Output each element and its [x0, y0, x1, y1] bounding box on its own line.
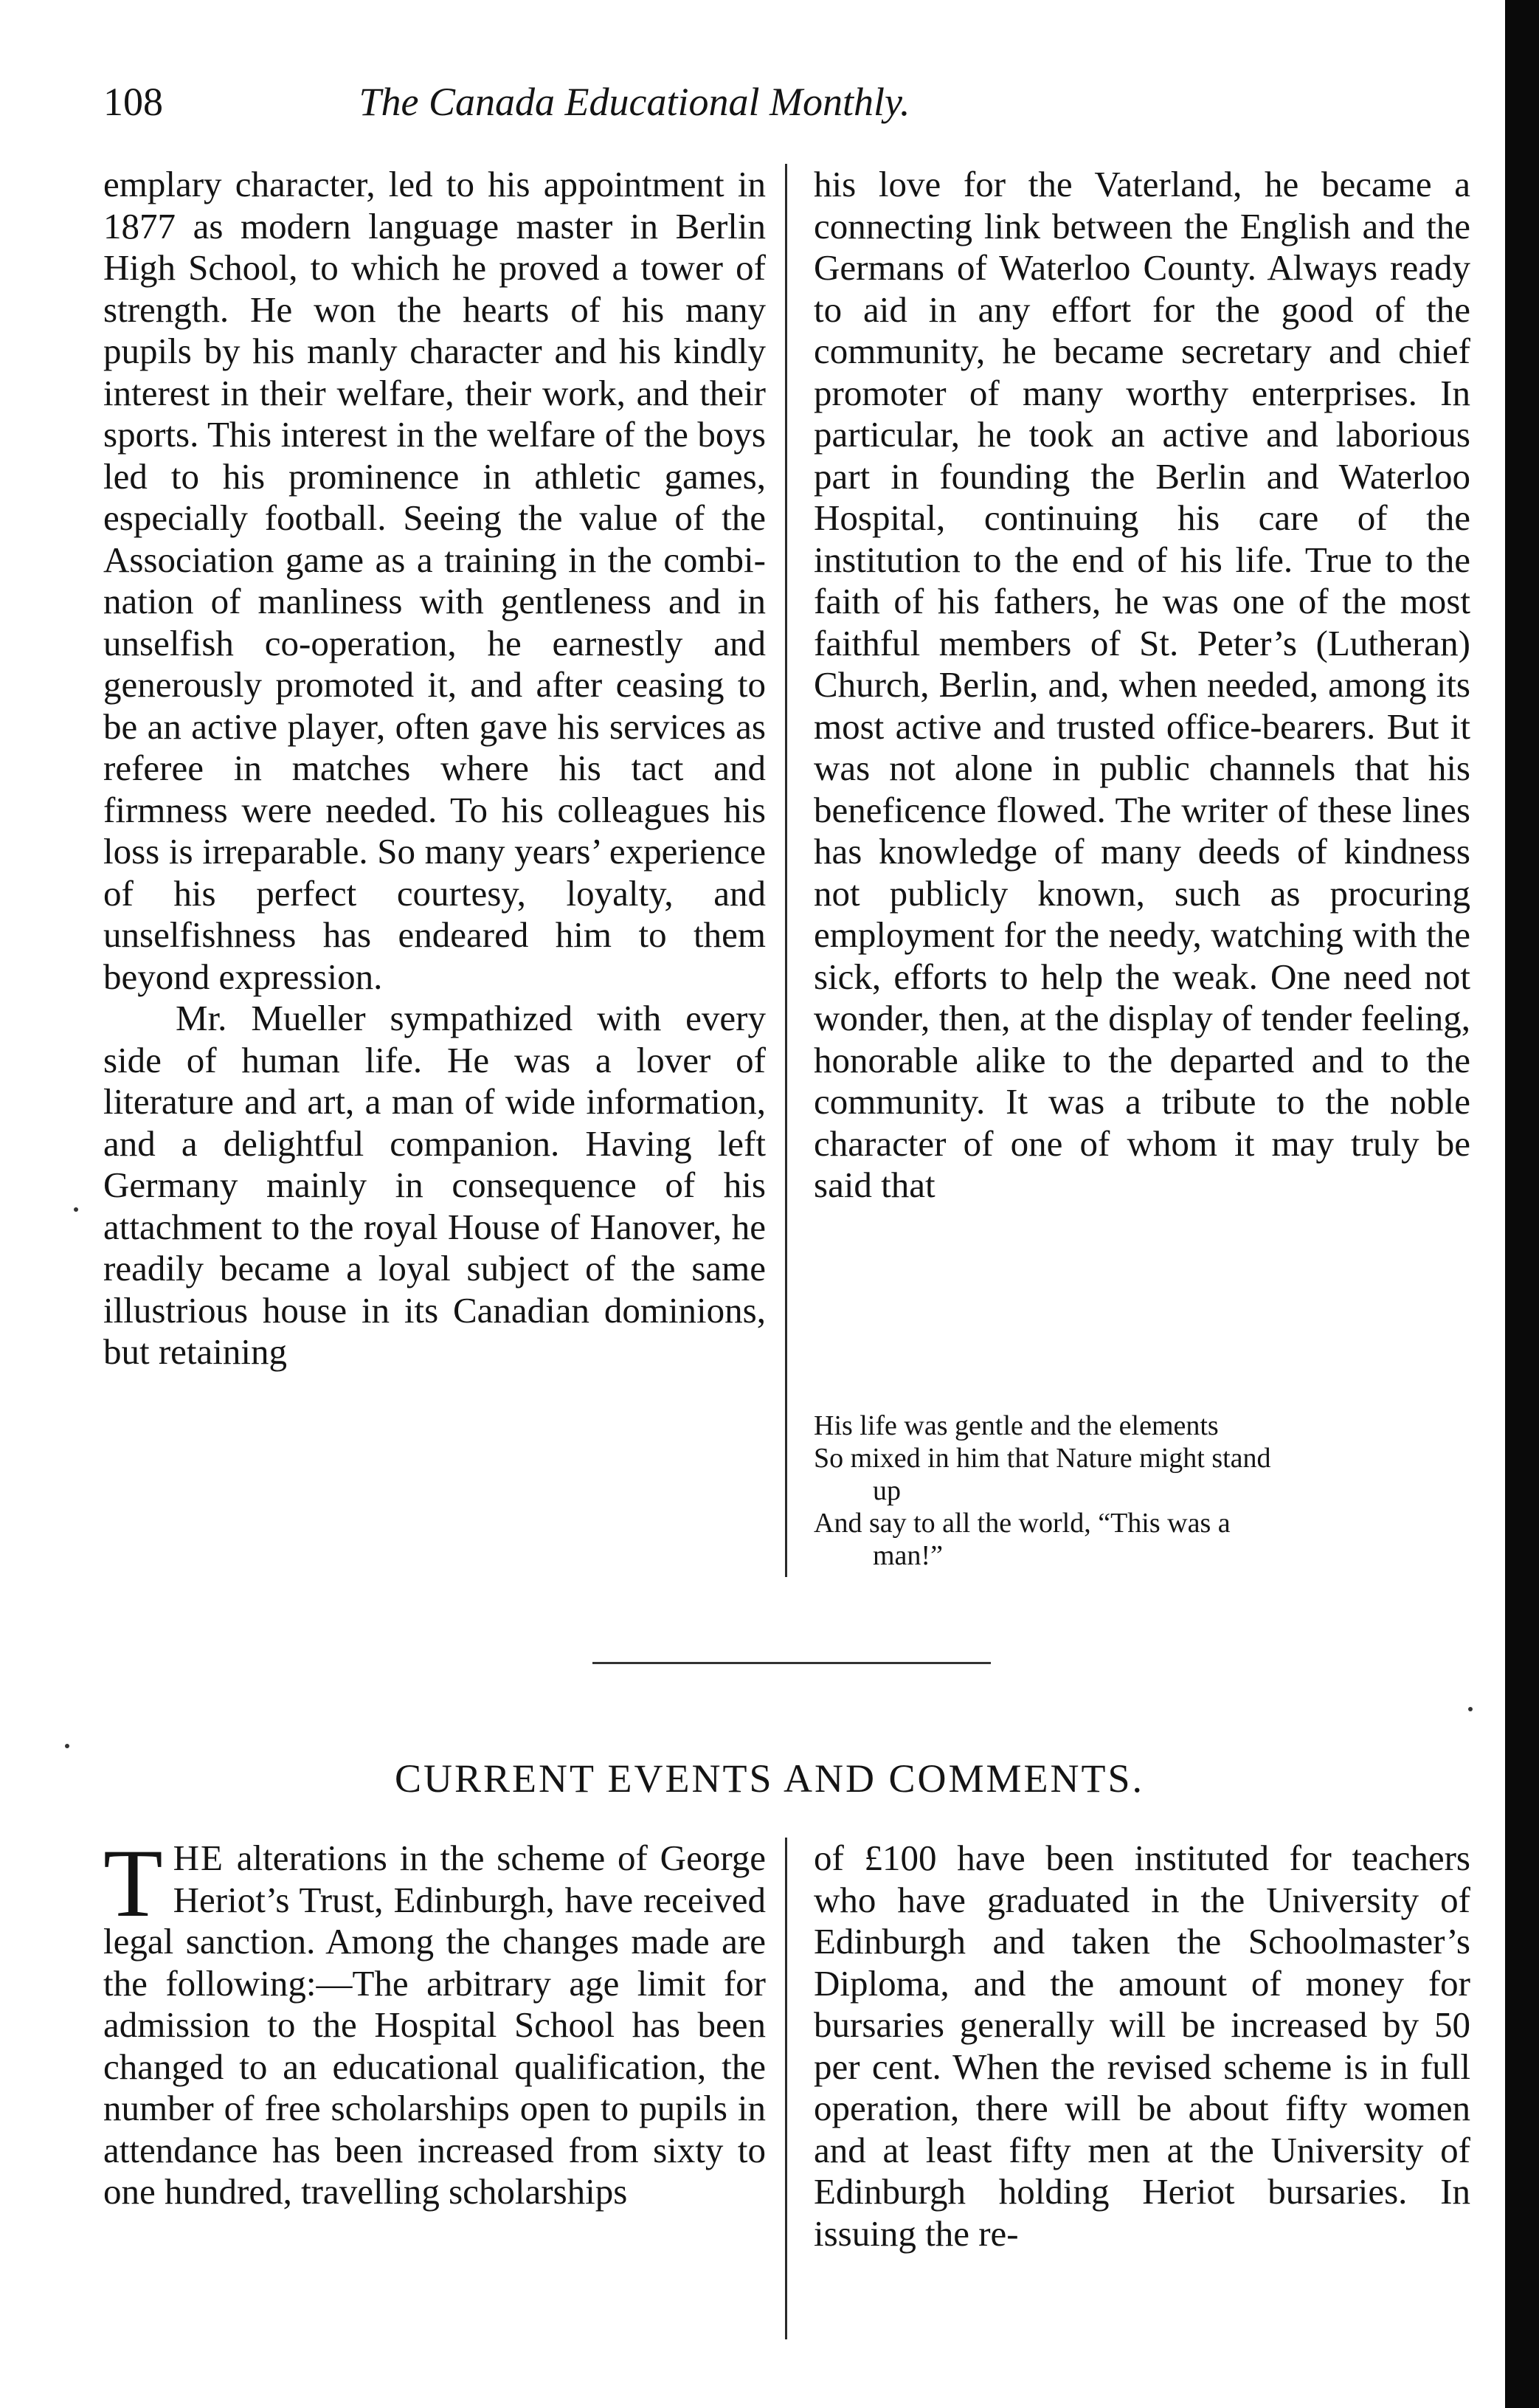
- paragraph: [103, 1829, 766, 2213]
- scan-speck: [74, 1207, 78, 1212]
- page-number: 108: [103, 80, 163, 124]
- article-left-column: [103, 164, 766, 1373]
- poem-line: So mixed in him that Nature might stand: [814, 1443, 1271, 1474]
- poem-line: And say to all the world, “This was a: [814, 1508, 1231, 1539]
- poem-line: man!”: [873, 1540, 943, 1571]
- section-title: CURRENT EVENTS AND COMMENTS.: [394, 1756, 1145, 1801]
- poem-quotation: [814, 1410, 1470, 1572]
- scan-speck: [65, 1744, 69, 1748]
- section-separator-rule: [592, 1662, 991, 1664]
- paragraph: emplary character, led to his appointment in 1877 as modern language master in Berlin High School, to which he proved a tower of strength. He won the hearts of his many pupils by his manly character and his kindly interest in their welfare, their work, and their sports. This interest in the welfare of the boys led to his prominence in athletic games, especially football. Seeing the value of the Association game as a training in the combination of manliness with gentleness and in unselfish co-operation, he earnestly and generously promoted it, and after ceasing to be an active player, often gave his services as referee in matches where his tact and firmness were needed. To his colleagues his loss is irreparable. So many years’ experience of his perfect courtesy, loyalty, and unselfishness has endeared him to them beyond expression.: [103, 164, 766, 997]
- paragraph: of £100 have been instituted for teachers who have graduated in the University of Edinburgh and taken the Schoolmaster’s Diploma, and the amount of money for bursaries generally will be increased by 50 per cent. When the revised scheme is in full operation, there will be about fifty women and at least fifty men at the University of Edinburgh holding Heriot bursaries. In issuing the re-: [814, 1838, 1470, 2254]
- scan-edge-bar: [1505, 0, 1539, 2408]
- section-left-column: [103, 1829, 766, 2213]
- paragraph-text: alterations in the scheme of George Heriot’s Trust, Edinburgh, have received legal sanction. Among the changes made are the following:—The arbitrary age limit for admission to the Hospital School has been changed to an educational qualification, the number of free scholarships open to pupils in attendance has been increased from sixty to one hundred, travelling scholarships: [103, 1838, 766, 2212]
- column-divider: [785, 1838, 787, 2339]
- drop-cap: T: [103, 1829, 163, 1937]
- scan-speck: [1468, 1707, 1473, 1711]
- page-header: [103, 72, 1166, 131]
- running-title: The Canada Educational Monthly.: [359, 80, 910, 124]
- column-divider: [785, 164, 787, 1577]
- poem-line: His life was gentle and the elements: [814, 1410, 1219, 1441]
- smallcaps-lead: HE: [173, 1838, 224, 1878]
- article-right-column: [814, 164, 1470, 1207]
- paragraph: his love for the Vaterland, he became a connecting link between the English and the Germans of Waterloo County. Always ready to aid in any effort for the good of the community, he became secretary and chief promoter of many worthy enterprises. In particular, he took an active and laborious part in founding the Berlin and Waterloo Hospital, continuing his care of the institution to the end of his life. True to the faith of his fathers, he was one of the most faithful members of St. Peter’s (Lutheran) Church, Berlin, and, when needed, among its most active and trusted office-bearers. But it was not alone in public channels that his beneficence flowed. The writer of these lines has knowledge of many deeds of kindness not publicly known, such as procuring employment for the needy, watching with the sick, efforts to help the weak. One need not wonder, then, at the display of tender feeling, honorable alike to the departed and to the community. It was a tribute to the noble character of one of whom it may truly be said that: [814, 164, 1470, 1205]
- paragraph: Mr. Mueller sympathized with every side of human life. He was a lover of literature and art, a man of wide information, and a delightful companion. Having left Germany mainly in consequence of his attachment to the royal House of Hanover, he readily became a loyal subject of the same illustrious house in its Canadian dominions, but retaining: [103, 998, 766, 1372]
- poem-line: up: [873, 1475, 901, 1506]
- section-right-column: [814, 1838, 1470, 2255]
